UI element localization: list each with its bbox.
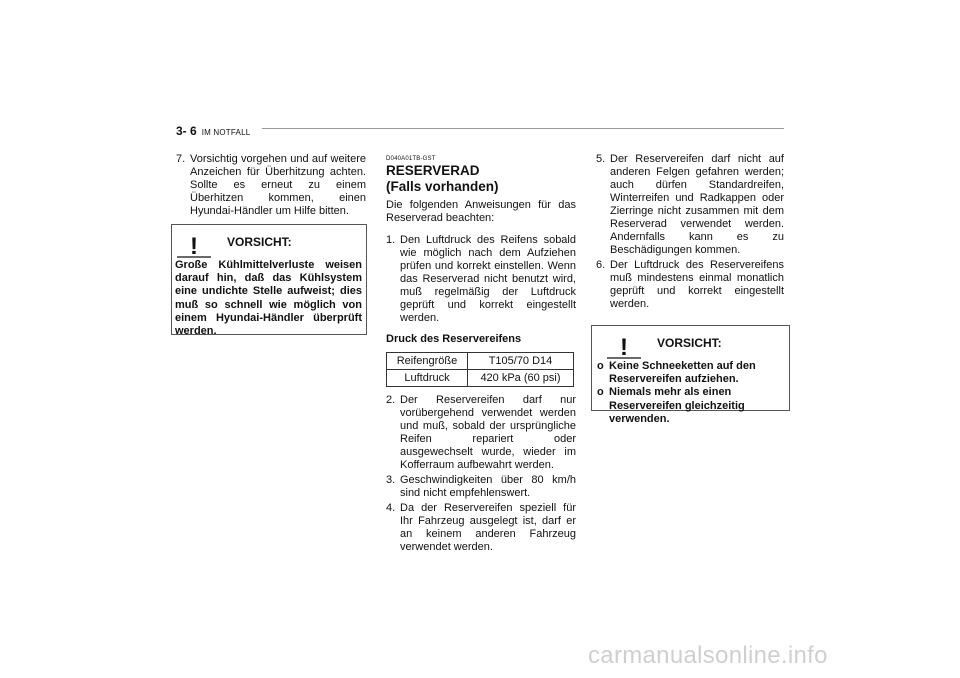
svg-text:!: ! bbox=[620, 334, 628, 360]
warning-bullet bbox=[597, 360, 785, 386]
list-text: Geschwindigkeiten über 80 km/h sind nicht empfehlenswert. bbox=[400, 474, 576, 499]
table-cell-label: Reifengröße bbox=[387, 353, 468, 370]
subheading-spare-pressure: Druck des Reservereifens bbox=[386, 333, 522, 345]
bullet-mark: o bbox=[597, 386, 604, 399]
bullet-mark: o bbox=[597, 360, 604, 372]
list-text: Der Reservereifen darf nicht auf anderen Felgen gefahren werden; auch dürfen Standardreifen, Winterreifen und Radkappen oder Zierringe nicht zusammen mit dem Reserverad verwendet werden. Andernfalls kann es zu Beschädigungen kommen. bbox=[610, 153, 784, 256]
list-number: 2. bbox=[386, 394, 396, 406]
bullet-text: Niemals mehr als einen Reservereifen gleichzeitig verwenden. bbox=[609, 386, 745, 425]
middle-column bbox=[386, 156, 576, 556]
left-column bbox=[176, 153, 366, 220]
list-item-6 bbox=[596, 259, 784, 311]
list-item-7 bbox=[176, 153, 366, 218]
list-item-4 bbox=[386, 502, 576, 554]
table-cell-value: T105/70 D14 bbox=[468, 353, 574, 370]
warning-text: Große Kühlmittelverluste weisen darauf hin, daß das Kühlsystem eine undichte Stelle aufweist; dies muß so schnell wie möglich von einem Hyundai-Händler überprüft werden. bbox=[175, 259, 362, 338]
list-text: Der Luftdruck des Reservereifens muß mindestens einmal monatlich geprüft und korrekt eingestellt werden. bbox=[610, 259, 784, 310]
svg-text:!: ! bbox=[190, 233, 198, 259]
bullet-text: Keine Schneeketten auf den Reservereifen aufziehen. bbox=[609, 360, 756, 386]
section-subtitle: (Falls vorhanden) bbox=[386, 179, 499, 194]
list-number: 7. bbox=[176, 153, 186, 165]
warning-header bbox=[175, 227, 362, 259]
list-item-3 bbox=[386, 474, 576, 500]
page-number: 3- 6 bbox=[176, 124, 197, 138]
list-text: Vorsichtig vorgehen und auf weitere Anzeichen für Überhitzung achten. Sollte es erneut zu einem Überhitzen kommen, einen Hyundai-Händler um Hilfe bitten. bbox=[190, 153, 366, 217]
page-header bbox=[176, 122, 250, 140]
list-text: Da der Reservereifen speziell für Ihr Fahrzeug ausgelegt ist, darf er an keinem anderen Fahrzeug verwendet werden. bbox=[400, 502, 576, 553]
list-item-1 bbox=[386, 234, 576, 325]
warning-title: VORSICHT: bbox=[657, 336, 722, 351]
warning-triangle-icon bbox=[175, 227, 213, 259]
list-text: Der Reservereifen darf nur vorübergehend verwendet werden und muß, sobald der ursprüngliche Reifen repariert oder ausgewechselt wurde, wieder im Kofferraum aufbewahrt werden. bbox=[400, 394, 576, 471]
warning-box-coolant bbox=[171, 224, 367, 338]
section-title: IM NOTFALL bbox=[201, 128, 251, 137]
list-item-2 bbox=[386, 394, 576, 472]
warning-bullet bbox=[597, 386, 785, 426]
warning-header bbox=[605, 328, 785, 360]
list-item-5 bbox=[596, 153, 784, 257]
header-rule bbox=[262, 128, 784, 129]
list-text: Den Luftdruck des Reifens sobald wie möglich nach dem Aufziehen prüfen und korrekt einstellen. Wenn das Reserverad nicht benutzt wird, muß regelmäßig der Luftdruck geprüft und korrekt eingestellt werden. bbox=[400, 234, 576, 324]
list-number: 5. bbox=[596, 153, 606, 165]
warning-box-spare bbox=[591, 325, 790, 425]
watermark: carmanualsonline.info bbox=[588, 642, 828, 669]
warning-title: VORSICHT: bbox=[227, 235, 292, 250]
table-cell-value: 420 kPa (60 psi) bbox=[468, 370, 574, 387]
list-number: 1. bbox=[386, 234, 396, 246]
table-row bbox=[387, 353, 574, 370]
table-row bbox=[387, 370, 574, 387]
table-cell-label: Luftdruck bbox=[387, 370, 468, 387]
list-number: 4. bbox=[386, 502, 396, 514]
spare-tire-spec-table bbox=[386, 352, 574, 387]
intro-text: Die folgenden Anweisungen für das Reserverad beachten: bbox=[386, 199, 576, 224]
section-title-main: RESERVERAD bbox=[386, 163, 480, 178]
right-column bbox=[596, 153, 784, 313]
list-number: 3. bbox=[386, 474, 396, 486]
section-code: D040A01TB-GST bbox=[386, 156, 436, 162]
list-number: 6. bbox=[596, 259, 606, 271]
warning-triangle-icon bbox=[605, 328, 643, 360]
